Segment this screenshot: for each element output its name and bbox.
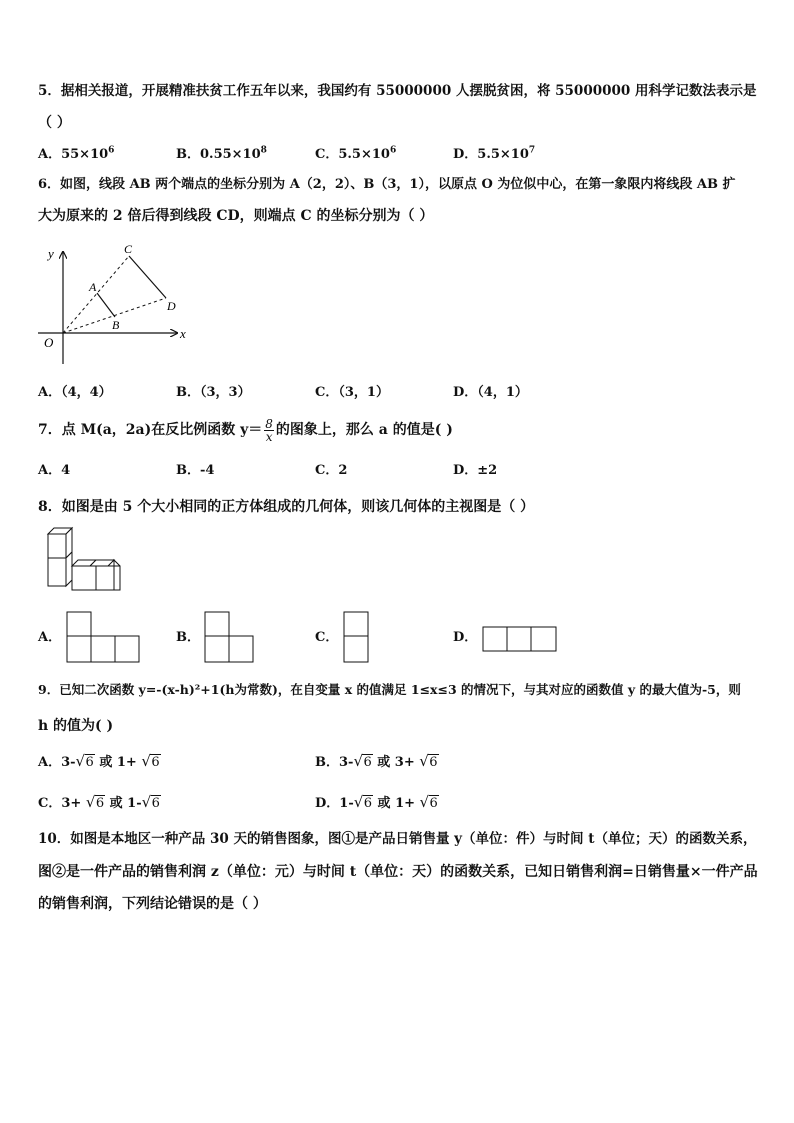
label-a: A — [89, 280, 97, 294]
q8-option-d[interactable]: D． — [453, 630, 478, 645]
q5-option-c[interactable]: C．$5.5\times 10^6$ — [315, 145, 397, 162]
q5-stem-line1: 5．据相关报道，开展精准扶贫工作五年以来，我国约有 55000000 人摆脱贫困，将 55000000 用科学记数法表示是 — [38, 83, 757, 99]
label-x: x — [180, 326, 186, 341]
label-c: C — [124, 242, 133, 256]
label-y: y — [48, 246, 54, 261]
q5-option-a[interactable]: A．$55\times 10^6$ — [38, 145, 115, 162]
q7-option-b[interactable]: B．-4 — [176, 463, 215, 478]
q6-stem-line2: 大为原来的 2 倍后得到线段 CD，则端点 C 的坐标分别为（ ） — [38, 208, 434, 224]
q7-option-c[interactable]: C．2 — [315, 463, 348, 478]
q6-option-c[interactable]: C．（3，1） — [315, 385, 389, 400]
q8-stem: 8．如图是由 5 个大小相同的正方体组成的几何体，则该几何体的主视图是（ ） — [38, 499, 535, 515]
q8-option-b-figure — [205, 612, 253, 662]
q10-line2: 图②是一件产品的销售利润 z（单位：元）与时间 t（单位：天）的函数关系，已知日销售利润=日销售量×一件产品 — [38, 864, 758, 880]
q9-stem-line1: 9．已知二次函数 y=-(x-h)²+1(h为常数)，在自变量 x 的值满足 1≤x≤3 的情况下，与其对应的函数值 y 的最大值为-5，则 — [38, 682, 741, 697]
q9-option-c[interactable]: C．3+ √ 6 或 1-√ 6 — [38, 795, 161, 813]
q10-line3: 的销售利润，下列结论错误的是（ ） — [38, 896, 267, 912]
q6-option-b[interactable]: B．（3，3） — [176, 385, 251, 400]
q5-option-b[interactable]: B．$0.55\times 10^8$ — [176, 145, 267, 162]
q8-option-a[interactable]: A． — [38, 630, 62, 645]
q9-option-a[interactable]: A．3-√ 6 或 1+ √ 6 — [38, 754, 161, 772]
q8-option-c-figure — [344, 612, 368, 662]
q9-stem-line2: h 的值为( ) — [38, 718, 114, 734]
q9-option-b[interactable]: B．3-√ 6 或 3+ √ 6 — [315, 754, 439, 772]
q7-option-d[interactable]: D．±2 — [453, 463, 498, 478]
segment-cd — [129, 256, 166, 298]
q5-option-d[interactable]: D．$5.5\times 10^7$ — [453, 145, 536, 162]
label-b: B — [112, 318, 120, 332]
q6-option-d[interactable]: D．（4，1） — [453, 385, 528, 400]
segment-ab — [97, 293, 115, 317]
q8-option-b[interactable]: B． — [176, 630, 200, 645]
q10-line1: 10．如图是本地区一种产品 30 天的销售图象，图①是产品日销售量 y（单位：件）与时间 t（单位；天）的函数关系， — [38, 831, 757, 847]
q6-option-a[interactable]: A．（4，4） — [38, 385, 112, 400]
q8-option-c[interactable]: C． — [315, 630, 339, 645]
q8-cube-solid — [48, 528, 120, 590]
q5-stem-line2: （ ） — [38, 115, 71, 131]
q7-option-a[interactable]: A．4 — [38, 463, 71, 478]
q7-fraction: $\frac{8}{x}$ — [265, 416, 273, 444]
label-d: D — [167, 299, 176, 313]
q9-option-d[interactable]: D．1-√ 6 或 1+ √ 6 — [315, 795, 439, 813]
q8-option-d-figure — [483, 627, 556, 651]
label-o: O — [44, 335, 54, 350]
q8-option-a-figure — [67, 612, 139, 662]
q6-stem-line1: 6．如图，线段 AB 两个端点的坐标分别为 A（2，2）、B（3，1），以原点 O 为位似中心，在第一象限内将线段 AB 扩 — [38, 177, 736, 192]
q7-stem: 7．点 M(a，2a)在反比例函数 y＝ $\frac{8}{x}$ 的图象上，那么 a 的值是( ) — [38, 416, 453, 444]
